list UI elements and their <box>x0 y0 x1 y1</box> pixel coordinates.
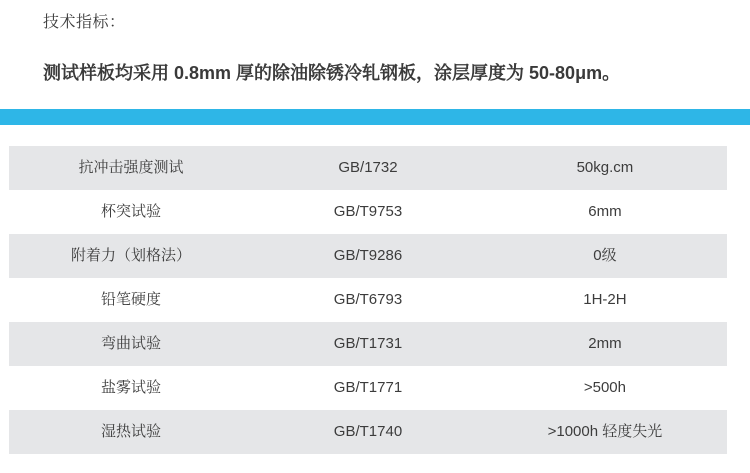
table-row <box>9 146 727 190</box>
table-row <box>9 278 727 322</box>
test-item-cell: 杯突试验 <box>101 203 162 220</box>
result-cell: 50kg.cm <box>576 159 634 176</box>
result-cell: 1H-2H <box>583 291 627 308</box>
test-item-cell: 铅笔硬度 <box>101 291 162 308</box>
header <box>0 0 750 86</box>
table-row <box>9 234 727 278</box>
table-row <box>9 410 727 454</box>
table-row <box>9 190 727 234</box>
spec-summary-text: 测试样板均采用 0.8mm 厚的除油除锈冷轧钢板，涂层厚度为 50-80μm。 <box>43 63 621 83</box>
result-cell: 6mm <box>588 203 622 220</box>
test-item-cell: 盐雾试验 <box>101 379 162 396</box>
standard-cell: GB/T9753 <box>333 203 403 220</box>
standard-cell: GB/1732 <box>338 159 398 176</box>
table-row <box>9 366 727 410</box>
test-item-cell: 湿热试验 <box>101 423 162 440</box>
test-item-cell: 附着力（划格法） <box>71 247 192 264</box>
section-title: 技术指标： <box>43 14 126 31</box>
result-cell: 0级 <box>593 247 617 264</box>
result-cell: 2mm <box>588 335 622 352</box>
result-cell: >1000h 轻度失光 <box>547 423 663 440</box>
accent-divider-bar <box>0 109 750 125</box>
test-item-cell: 弯曲试验 <box>101 335 162 352</box>
spec-table <box>9 146 727 454</box>
standard-cell: GB/T1740 <box>333 423 403 440</box>
test-item-cell: 抗冲击强度测试 <box>78 159 184 176</box>
standard-cell: GB/T6793 <box>333 291 403 308</box>
standard-cell: GB/T1731 <box>333 335 403 352</box>
standard-cell: GB/T9286 <box>333 247 403 264</box>
result-cell: >500h <box>583 379 626 396</box>
table-row <box>9 322 727 366</box>
standard-cell: GB/T1771 <box>333 379 403 396</box>
